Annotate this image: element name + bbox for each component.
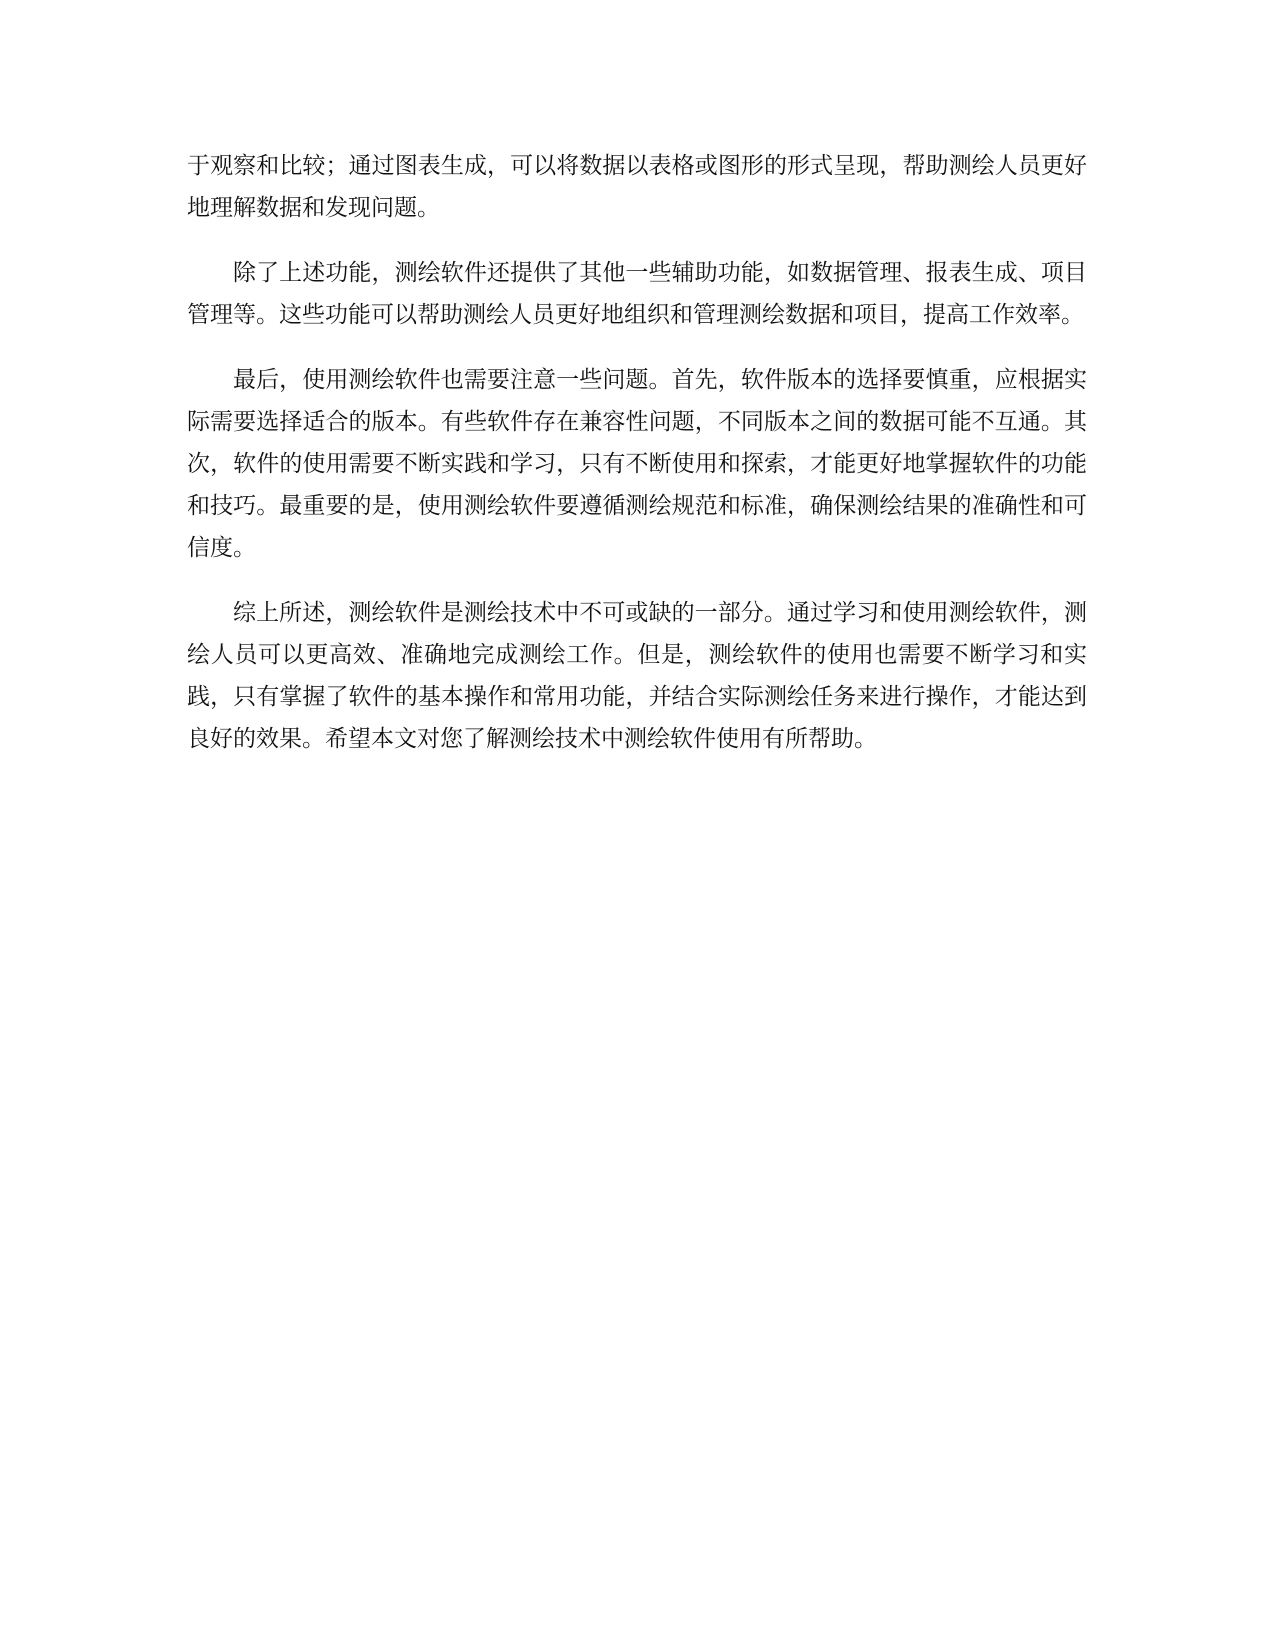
- paragraph-usage-notes: 最后，使用测绘软件也需要注意一些问题。首先，软件版本的选择要慎重，应根据实际需要选择适合的版本。有些软件存在兼容性问题，不同版本之间的数据可能不互通。其次，软件的使用需要不断实践和学习，只有不断使用和探索，才能更好地掌握软件的功能和技巧。最重要的是，使用测绘软件要遵循测绘规范和标准，确保测绘结果的准确性和可信度。: [187, 367, 1087, 561]
- paragraph-auxiliary-functions: 除了上述功能，测绘软件还提供了其他一些辅助功能，如数据管理、报表生成、项目管理等。这些功能可以帮助测绘人员更好地组织和管理测绘数据和项目，提高工作效率。: [187, 260, 1087, 328]
- document-body: [187, 145, 1087, 783]
- paragraph-conclusion: 综上所述，测绘软件是测绘技术中不可或缺的一部分。通过学习和使用测绘软件，测绘人员可以更高效、准确地完成测绘工作。但是，测绘软件的使用也需要不断学习和实践，只有掌握了软件的基本操作和常用功能，并结合实际测绘任务来进行操作，才能达到良好的效果。希望本文对您了解测绘技术中测绘软件使用有所帮助。: [187, 600, 1087, 752]
- paragraph-continuation: 于观察和比较；通过图表生成，可以将数据以表格或图形的形式呈现，帮助测绘人员更好地理解数据和发现问题。: [187, 153, 1087, 221]
